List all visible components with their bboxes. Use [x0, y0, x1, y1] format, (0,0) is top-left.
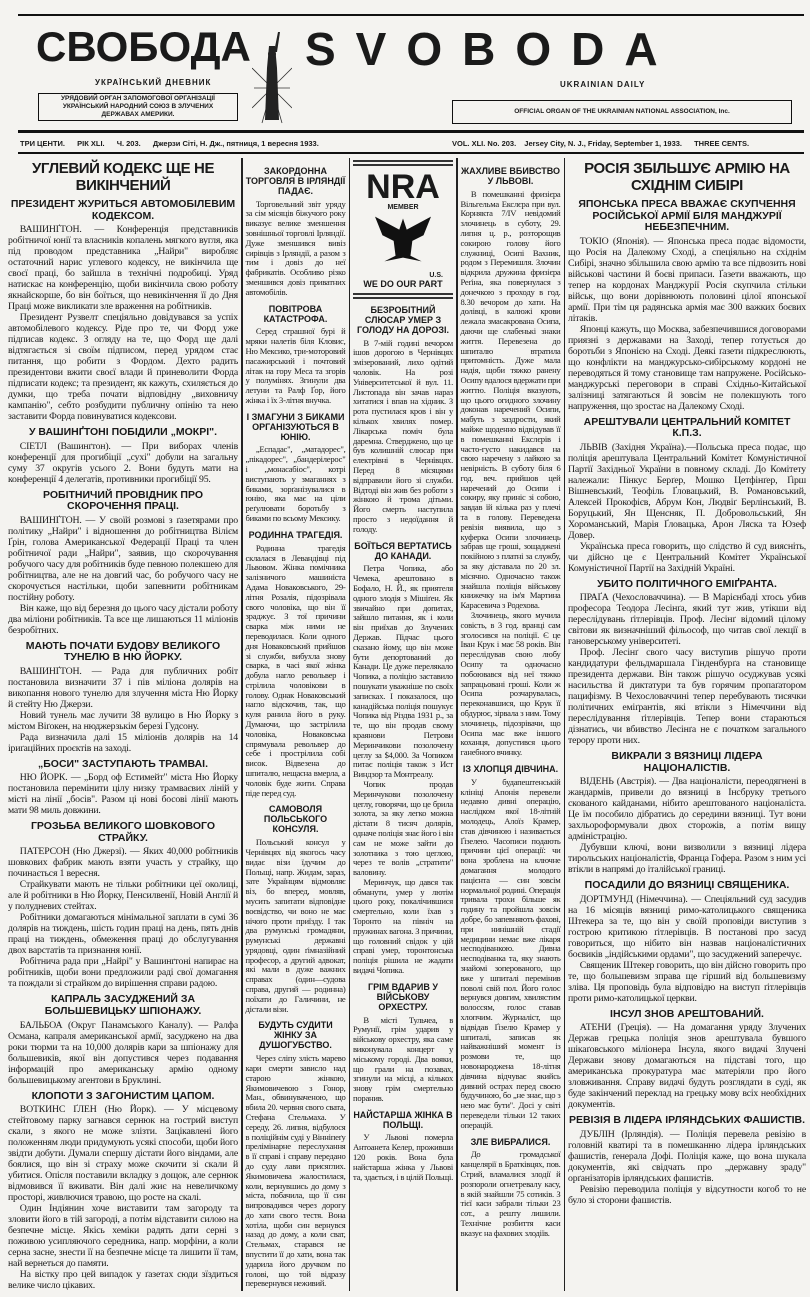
- column-1: [8, 158, 238, 1291]
- article-paragraph: ВОТКИНС ҐЛЕН (Ню Йорк). — У місцевому стейтовому парку загнався сернюк на гострий виступ скали, з якого не може злізти. Зацікавлені його положенням люди придумують усякі способи, щоби його звідти добути. Думали спершу дістати його віндами, але боялися, що він зі страху може скочити зі скали й убитися. Опісля поставили вкладку з дощок, але сернюк відмовився її вживати. Він далі жиє на невеличкому просторі, живлючися травою, що росте на скалі.: [8, 1104, 238, 1204]
- columns-area: [8, 0, 806, 1297]
- article-headline: БЕЗРОБІТНИЙ СЛЮСАР УМЕР З ГОЛОДУ НА ДОРОЗІ.: [356, 305, 449, 335]
- article: [246, 531, 346, 799]
- article: [353, 1111, 453, 1183]
- article-paragraph: Священик Штекер говорить, що він дійсно говорить про те, що большевизм зправа ще гірший від большевизму зліва. Ця проповідь була відповідю на виступ ґітлерівців проти римо-католицької церкви.: [568, 959, 806, 1004]
- article-subheadline: ЯПОНСЬКА ПРЕСА ВВАЖАЄ СКУПЧЕННЯ РОСІЙСЬКОЇ АРМІЇ БІЛЯ МАНДЖУРІЇ НЕБЕЗПЕЧНИМ.: [578, 198, 796, 234]
- article-headline: РЕВІЗІЯ В ЛІДЕРА ІРЛЯНДСЬКИХ ФАШИСТІВ.: [568, 1114, 806, 1127]
- article-paragraph: У Львові померла Антоанета Келер, проживши 120 років. Вона була найстарша жінка у Львові та, здається, і в цілій Польщі.: [353, 1132, 453, 1182]
- article-headline: КАПРАЛЬ ЗАСУДЖЕНИЙ ЗА БОЛЬШЕВИЦЬКУ ШПІОНАЖУ.: [44, 993, 202, 1018]
- article-paragraph: СІЕТЛ (Вашинґтон). — При виборах членів конференції для прогибіції „сухі" добули на загальну суму 37 округів усього 2. Вони будуть мати на конференції 4 делегатів, противники прогибіції 95.: [8, 440, 238, 485]
- official-organ-box-ukrainian: УРЯДОВИЙ ОРГАН ЗАПОМОГОВОЇ ОРГАНІЗАЦІЇ УКРАЇНСЬКИЙ НАРОДНИЙ СОЮЗ В ЗЛУЧЕНИХ ДЕРЖАВАХ АМЕРИКИ.: [38, 93, 238, 121]
- article-paragraph: ПРАҐА (Чехословаччина). — В Марієнбаді хтось убив професора Теодора Лесінґа, який тут жив, утікши від переслідувань ґітлерівців. Проф. Лесінґ відомий цілому світови як визначніший фільософ, що читав свої лекції в гановерському університеті.: [568, 592, 806, 648]
- article-headline: У ВАШИНҐТОНІ ПОБІДИЛИ „МОКРІ".: [28, 426, 218, 439]
- nra-emblem: [353, 160, 453, 299]
- article-paragraph: Один Індіянин хоче виставити там загороду та зловити його в тій загороді, а потім відставити силою на безпечне місце. Якісь хеміки радять дати серні з поживою усипляючого середника, напр. морфіни, а коли серна засне, знести її на безпечне місце та лишити її там, най вернеться до памяти.: [8, 1203, 238, 1270]
- article-paragraph: До громадської канцелярії в Братківцях, пов. Стрий, вламалися злодії й розпороли огнетревалу касу, в якій знайшли 75 сотиків. З тієї каси забрали тільки 23 сот., а решту лишили. Технічне розбиття каси вказує на фахових злодіїв.: [460, 1149, 561, 1238]
- article-headline: ЗЛЕ ВИБРАЛИСЯ.: [470, 1136, 551, 1147]
- article-headline: РОБІТНИЧИЙ ПРОВІДНИК ПРО СКОРОЧЕННЯ ПРАЦІ.: [42, 488, 204, 513]
- date-english: Jersey City, N. J., Friday, September 1, 1933.: [524, 139, 682, 148]
- article-headline: ВИКРАЛИ З ВЯЗНИЦІ ЛІДЕРА НАЦІОНАЛІСТІВ.: [611, 750, 763, 774]
- article: [353, 306, 453, 535]
- article-paragraph: Проф. Лесінґ свого часу виступив рішучо проти кандидатури фельдмаршала Гінденбурґа на становище президента держави. Він також рішучо осуджував усякі насильства й диктатури та був горячим пропаґатором пацифізму. В Чехословаччині тепер перебувають тисячки політичних еміґрантів, які втікли з Німеччини від переслідування ґітлерівців. Тепер вони стараються дізнатись, чи вбивство Лесінґа не є початком загального терору проти них.: [568, 647, 806, 747]
- article-headline: ГРОЗЬБА ВЕЛИКОГО ШОВКОВОГО СТРАЙКУ.: [30, 820, 216, 844]
- article-paragraph: НЮ ЙОРК. — „Борд оф Естимейт" міста Ню Йорку постановила перемінити цілу низку трамваєвих ліній у місті на лінії „босів". Разом ці нові босові лінії мають мати 98 миль довжини.: [8, 772, 238, 817]
- article-headline: САМОВОЛЯ ПОЛЬСЬКОГО КОНСУЛЯ.: [263, 804, 328, 835]
- article: [246, 1021, 346, 1289]
- article-headline: ГРІМ ВДАРИВ У ВІЙСЬКОВУ ОРХЕСТРУ.: [368, 981, 438, 1012]
- article-paragraph: Петра Чопика, або Чемека, арештовано в Бофало, Н. Й., як приятеля одного злодія з Мішіґен. Як звичайно при допитах, зайшло питання, як і коли він приїхав до Злучених Держав. Підчас цього сказано йому, що він може бути депортований до Канади. Це дуже перелякало Чопика, а поліцію заставило пошукати уважніше по своїх записках. І показалося, що канадійська поліція пошукує Чопика від Різдва 1931 р., за те, що він продав свому краянови Петрови Меринчикови позолочену цеглу за $4,000. За Чопиком питає поліція також з Ист Виндзор та Монтреалу.: [353, 563, 453, 780]
- article-paragraph: Японці кажуть, що Москва, забезпечившися договорами приязні з державами на Заході, тепер готується до боротьби з Японією на Сході. Деякі ґазети підкреслюють, що конфлікти на манджурсько-сибірському кордоні не переводяться й тому становище там напружене. Російсько-манджурські переговори в справі Східньо-Китайської залізниці затягаються й зовсім не полекшують того напруження, що зростає на Далекому Сході.: [568, 323, 806, 412]
- article-paragraph: Серед страшної бурі й мряки налетів біля Кловис, Ню Мексико, три-моторовий пасажирський і почтовий літак на гору Меса та згорів у полумінях. Згинули два летуни та Ралф Ґор, його жінка і їх 3-літня внучка.: [245, 326, 346, 405]
- article-paragraph: ДУБЛІН (Ірляндія). — Поліція перевела ревізію в головній кватирі та в помешканню лідера ірляндських фашистів, ґенерала Дофі. Поліція каже, що вона шукала документів, які свідчать про „державну зраду" орґанізаторів ірляндських фашистів.: [568, 1129, 806, 1185]
- article-paragraph: Через сліпу злість марево кари смерти зависло над старою жінкою, Якимовичевою з Гонор, Ман., обвинуваченою, що вбила 20. червня свого свата, Стефана Стельмаха. У середу, 26. липня, відбулося в поліційнім суді у Вінніпеґу прелімінарне переслухання в її справі і справу передано до суду лави присяглих. Якимовичева жалостилася, коли, вернувшись до дому з міста, побачила, що її син випровадився через дорогу до хати свого тестя. Вона хотіла, щоби син вернувся назад до дому, а коли сват, Стельмах, старався не впустити її до хати, вона так ударила його дручком по голові, що той відразу перевернувся неживий.: [245, 1053, 346, 1289]
- article-headline: КЛОПОТИ З ЗАГОНИСТИМ ЦАПОМ.: [31, 1089, 215, 1102]
- article-paragraph: ВАШИНҐТОН. — У своїй розмові з ґазетярами про політику „Найри" і відношення до робітництва Вілієм Ґрін, голова Американської Федерації Праці та член робітничої ради „Найри", заявив, що скорочування робучого часу для робітників буде певною полекшею для робітництва, але не на довгий час, бо робучого часу не скорочується настільки, щоби запевнити робітникам постійну роботу.: [8, 514, 238, 603]
- article: [8, 821, 238, 989]
- article-paragraph: АТЕНИ (Греція). — На домагання уряду Злучених Держав грецька поліція знов арештувала бувшого шікаґовського міліонера Інсула, якого видачі Злучені Держави знову домагаються на підставі того, що американська прокуратура має матеріяли про його зловживання. Справу видачі будуть розглядати в суді, як буде закінчений переклад на грецьку мову всіх необхідних документів.: [568, 1022, 806, 1111]
- article: [246, 305, 346, 406]
- article-paragraph: В помешканні фризієра Вільгельма Екслєра при вул. Корнякта 7/IV невідомий злочинець в суботу, 29. липня ц. р., розторощив сокирою голову його служниці, Осипі Вахник, родом з Перемишля. Злочин відкрила дружина фризієра Реґіна, яка повернулася з донечкою з проходу в год. 8.30 вечором до хати. На долівці, в калюжі крови лежала змасакрована Осипа, даючи ще слабенькі знаки життя. Перевезена до шпиталю втратила притомність. Дуже мала надія, щоби тяжко ранену Осипу вдалося вдержати при життю. Поліція вказують, що цього огидного злочину доконав наречений Осипи, мабуть з заздрости, який майже щоденно відвідував її в помешканні Екслєрів і часто-густо накидався на свою наречену з лайкою за невірність. В суботу біля 6 год. веч. прийшов цей наречений до Осипи і сокиру, яку приніс зі собою, завдав їй кілька раз у плечі та в голову. Переведена ревізія виявила, що з куферка Осипи злочинець забрав ще гроші, зощаджені покійною з платні за службу, за яку діставала по 20 зл. місячно. Одночасно також знайшла поліція військову книжечку на ім'я Мартина Карасевича з Родехова.: [460, 188, 561, 611]
- eagle-icon: [353, 211, 453, 272]
- article: [246, 413, 346, 524]
- article-paragraph: Він каже, що від березня до цього часу дістали роботу два міліони робітників. Та все ще лишаються 11 міліонів безробітних.: [8, 602, 238, 636]
- column-4: [461, 158, 561, 1291]
- article-paragraph: „Еспадас", „матадорес", „пікадорес", „бандерілерос" і „монасабіос", котрі виступають у змаганнях з биками, зорґанізувалися в юнію, яка має на ціли реґулювати боротьбу з биками по всьому Мексику.: [245, 444, 346, 524]
- article-headline: ЗАКОРДОННА ТОРГОВЛЯ В ІРЛЯНДІЇ ПАДАЄ.: [245, 166, 346, 196]
- nra-motto: WE DO OUR PART: [363, 279, 443, 289]
- article-paragraph: Новий тунель має лучити 38 вулицю в Ню Йорку з містом Віґокен, на нюджерзькім березі Гудсону.: [8, 709, 238, 732]
- price-ukrainian: ТРИ ЦЕНТИ.: [20, 139, 66, 148]
- article: [246, 805, 346, 1014]
- article-paragraph: Польський консул у Чернівцях від якогось часу видає візи їдучим до Польщі, напр. Жидам, зараз, зате Українцям відмовляє віз, бо вперед, мовляв, мусить запитати відповідне воєвідство, чи воно не має нічого проти приїзду. І так два румунські громадяни, румунські державні урядовці, один ґімназійний професор, а другий адвокат, які мали в дуже важних справах (один—судова справа, другий — родинна) поїхати до Галичини, не дістали візи.: [245, 837, 346, 1014]
- article: [8, 490, 238, 636]
- article-paragraph: Рада визначила далі 15 міліонів долярів на 14 іриґаційних проєктів на заході.: [8, 731, 238, 754]
- price-english: THREE CENTS.: [694, 139, 750, 148]
- article-paragraph: В місті Тульчеа, в Румунії, грім ударив у військову орхестру, яка саме виконувала концерт у міському городі. Два вояки, що грали на позавах, згинули на місці, а кількох знову грім смертельно поранив.: [353, 1014, 453, 1103]
- article-paragraph: В 7-мій годині вечором ішов дорогою в Чернівцях змізерований, лихо одітий чоловік. На розі Університетської й вул. 11. Листопада він зачав нараз хитатися і впав на хідник. З рота пустилася кров і він у кількох хвилях помер. Лікарська поміч була даремна. Стверджено, що це був колишній слюсар при електрівні в Чернівцях. Перед 8 місяцями відправили його зі служби. Відтоді він жив без роботи з жінкою й трома дітьми. Його смерть наступила просто з недоїдання й голоду.: [353, 337, 453, 534]
- article-headline: БОЇТЬСЯ ВЕРТАТИСЬ ДО КАНАДИ.: [354, 540, 452, 561]
- article-subheadline: ПРЕЗИДЕНТ ЖУРИТЬСЯ АВТОМОБІЛЕВИМ КОДЕКСОМ.: [10, 198, 236, 222]
- article-paragraph: ВАШИНҐТОН. — Рада для публичних робіт постановила визначити 37 і пів міліона долярів на викопання нового тунелю для злучення міста Ню Йорку й стейту Ню Джерзи.: [8, 665, 238, 710]
- article-headline: ПОВІТРОВА КАТАСТРОФА.: [263, 303, 328, 324]
- article: [461, 765, 561, 1131]
- article-paragraph: Чопик продав Меринчукови позолочену цеглу, говорячи, що це брила золота, за яку легко можна дістати 8 тисяч долярів, одначе поліція знає його і він сам не може зайти до золотника з тою цеглою, через те волів „стратити" валовину.: [353, 778, 453, 878]
- article-paragraph: Торговельний звіт уряду за сім місяців біжучого року виказує велике зменшення зовнішньої торговлі Ірляндії. Дуже зменшився вивіз сирівців з Ірляндії, а разом з тим і довіз до неї фабрикатів. Особливо різко зменшився довіз приватних автомобілів.: [245, 198, 346, 297]
- article-headline: АРЕШТУВАЛИ ЦЕНТРАЛЬНИЙ КОМІТЕТ К.П.З.: [583, 415, 791, 440]
- column-2: [246, 158, 346, 1291]
- article-headline: РОСІЯ ЗБІЛЬШУЄ АРМІЮ НА СХІДНІМ СИБІРІ: [584, 160, 790, 194]
- article-paragraph: Робітники домагаються мінімальної заплати в сумі 36 долярів на тиждень, шість годин праці на день, пять днів праці на тиждень, обмеження праці до обслугування двох варстатів та признання юнії.: [8, 912, 238, 957]
- article-paragraph: Меринчук, що дався так обманути, умер у лютім цього року, покалічившися смертельно, коли їхав з Торонто на північ на пружинах вагона. З причини, що головний свідок у цій справі умер, торонтонська поліція рішила не жадати видачі Чопика.: [353, 876, 453, 976]
- article: [8, 641, 238, 754]
- masthead-title-ukrainian: СВОБОДА: [36, 23, 251, 70]
- article-paragraph: Робітнича рада при „Найрі" у Вашинґтоні напирає на робітників, щоби вони предложили раді свої домагання та пождали зі страйком до вирішення справи радою.: [8, 956, 238, 990]
- article-headline: НАЙСТАРША ЖІНКА В ПОЛЬЩІ.: [353, 1109, 453, 1130]
- date-ukrainian: Джерзи Сіті, Н. Дж., пятниця, 1 вересня 1933.: [152, 139, 319, 148]
- masthead-subtitle-ukrainian: УКРАЇНСЬКИЙ ДНЕВНИК: [95, 78, 212, 87]
- article-headline: „БОСИ" ЗАСТУПАЮТЬ ТРАМВАІ.: [37, 757, 209, 770]
- article: [8, 759, 238, 817]
- article-paragraph: Злочинець, якого мучила совість, в 3 год. вранці сам зголосився на поліції. Є це Іван Крук і має 58 років. Він переслідував свою любу Осипу та одночасно побоювався від неї тяжко запрацьовані гроші. Коли ж Осипа розчарувалась, переконавшися, що Крук її обдурює, зірвала з ним. Тому злочинець, підозрівачи, що Осипа має вже іншого коханця, допустився цього ганебного вчинку.: [460, 610, 561, 758]
- column-5: [568, 158, 806, 1291]
- article-headline: РОДИННА ТРАГЕДІЯ.: [248, 529, 343, 540]
- article-paragraph: ВАШИНҐТОН. — Конференція представників робітничої юнії та власників копалень мягкого вугля, яка під проводом представника „Найри" виробляє остаточний нарис углевого кодексу, не викінчила ще своєї праці, бо зайшла в технічні подробиці. Уряд натискає на конференцію, щоби викінчила свою роботу якнайскорше, бо він боїться, що невикінчення її до Дня Праці може викликати зле враження на робітників.: [8, 224, 238, 313]
- article-paragraph: ПАТЕРСОН (Ню Джерзі). — Яких 40,000 робітників шовкових фабрик мають взяти участь у страйку, що починається 1 вересня.: [8, 846, 238, 880]
- article: [568, 417, 806, 574]
- article-paragraph: ЛЬВІВ (Західня Україна).—Польська преса подає, що поліція арештувала Центральний Комітет Комуністичної Партії Західньої України в повному складі. До Комітету належали: Пінкус Берґер, Мошко Цетфінґер, Ґірш Вішневський, Теофіль Ґловацький, В. Романовський, Алексей Прокофієв, Абрум Кон, Людвіґ Берлінський, В. Боруцький, Ян Щенсняк, П. Добровольський, Ян Хороманський, Марія Ґловацька, Арон Ляска та Юзеф Довер.: [568, 441, 806, 541]
- official-organ-box-english: OFFICIAL ORGAN OF THE UKRAINIAN NATIONAL ASSOCIATION, Inc.: [452, 100, 792, 124]
- article-headline: ІНСУЛ ЗНОВ АРЕШТОВАНИЙ.: [610, 1007, 764, 1020]
- article-paragraph: ВІДЕНЬ (Австрія). — Два націоналісти, переодягнені в жандармів, привели до вязниці в Інсбруку третього скованого кайданами, нібито арештованого націоналіста. Це їм пособило дібратись до середини вязниці. Тут вони захльороформували двох сторожів, а потім вищу адміністрацію.: [568, 776, 806, 843]
- article: [353, 542, 453, 976]
- article: [353, 983, 453, 1104]
- volume-english: VOL. XLI. No. 203.: [452, 139, 517, 148]
- article: [8, 994, 238, 1085]
- article-headline: ІЗ ХЛОПЦЯ ДІВЧИНА.: [462, 764, 559, 774]
- year-ukrainian: РІК XLI.: [77, 139, 105, 148]
- article-headline: УГЛЕВИЙ КОДЕКС ЩЕ НЕ ВИКІНЧЕНИЙ: [31, 160, 215, 194]
- article: [8, 1091, 238, 1292]
- masthead-subtitle-english: UKRAINIAN DAILY: [560, 80, 646, 89]
- article-paragraph: Страйкувати мають не тільки робітники цеї околиці, але й робітники в Ню Йорку, Пенсилвенії, Новій Англії й у полудневих стейтах.: [8, 879, 238, 913]
- article-headline: БУДУТЬ СУДИТИ ЖІНКУ ЗА ДУШОГУБСТВО.: [258, 1020, 333, 1051]
- column-divider: [241, 158, 243, 1291]
- column-3: [353, 158, 453, 1291]
- article-headline: ЖАХЛИВЕ ВБИВСТВО У ЛЬВОВІ.: [460, 166, 561, 186]
- article: [568, 1009, 806, 1111]
- article-paragraph: У будапештенській клініці Апонія перевели недавно дивні операцію, наслідком якої 18-літній молодець, Алоїз Крамер, став дівчиною і називається Ґізелею. Часописи подають причини цієї операції: чи вона зроблена на ключне домагання молодого пацієнта — син зовсім нормальної родині. Операція тривала трохи більше як годину та пройшла зовсім добре, бо запевняють фахові, при нинішній стадії медицини немає вже лікаря несподіванкою. Дивна несподіванка та, яку знають знайомі зоперованого, що вже у шпиталі перемінив поволі свій пол. Його голос вернувся довгим, хвилястим волоссям, голос ставав хлопчим. Журналіст, що відвідав Ґізелю Крамер у шпиталі, записав як найважніший момент із розмови те, що новонароджена 18-літня дівчина відчуває якийсь дивний острах перед своєю будучиною, бо „не знає, що з нею має бути". Досі у світі переведели тільки 12 таких операцій.: [460, 776, 561, 1130]
- article-paragraph: На вістку про цей випадок у ґазетах сюди зїздиться велике число цікавих.: [8, 1269, 238, 1292]
- article-paragraph: Родинна трагедія склалася в Левандівці під Львовом. Жінка помічника залізничого машиніста Адама Новаковського, 29-літня Розалія, підозрівала свого чоловіка, що він її зраджує. З тої причини сварка між ними не переводилася. Коли одного дня Новаковський прийшов зі служби, вибухла знову сварка, в часі якої жінка добула нагло револьвер і стрілила чоловікови в голову. Однак Новаковський нагло відскочив, так, що куля ранила його в руку. Думаючи, що застрілила чоловіка, Новаковська спрямувала револьвер до себе і прострілила собі висок. Відвезена до шпиталю, нещасна вмерла, а чоловік буде жити. Справа піде перед суд.: [245, 542, 346, 798]
- issue-number-ukrainian: Ч. 203.: [116, 139, 141, 148]
- article-paragraph: Ревізію переводила поліція у відсутности когоб то не було зі сторони фашистів.: [568, 1184, 806, 1207]
- article: [8, 161, 238, 422]
- article: [8, 427, 238, 485]
- article: [568, 579, 806, 747]
- nra-us-label: U.S.: [429, 272, 443, 279]
- article-paragraph: ТОКІО (Японія). — Японська преса подає відомости, що Росія на Далекому Сході, а спеціяльно на східнім Сибірі, значно збільшила свою армію та все підвозить нові військові частини й боєві припаси. Ґазети вважають, що тепер на кордонах Манджурії Росія скупчила стільки військ, що вони дорівнюють половині цілої японської армії. При тім ця радянська армія має 300 важких боєвих літаків.: [568, 235, 806, 324]
- masthead-title-english: SVOBODA: [305, 23, 678, 75]
- column-divider: [349, 158, 351, 1291]
- article: [461, 1138, 561, 1239]
- article-paragraph: Президент Рузвелт спеціяльно довідувався за успіх автомобілевого кодексу. Ріде про те, чи Форд уже підписав кодекс. З огляду на те, що Форд ще далі відтягається зі своїм підписом, перед урядом стає питання, що робити з Фордом. Дехто радить президентови вжити своєї влади й приневолити Форда підписати кодекс; та президент, як кажуть, схиляється до думки, що треба почати відповідну „виховничу кампанію", себто розбудити публичну опінію та нею заставити Форда повинуватися кодексови.: [8, 312, 238, 423]
- article-paragraph: Українська преса говорить, що слідство й суд виясніть, чи дійсно це є Центральний Комітет Української Комуністичної Партії на Західній Україні.: [568, 540, 806, 574]
- article-headline: МАЮТЬ ПОЧАТИ БУДОВУ ВЕЛИКОГО ТУНЕЛЮ В НЮ ЙОРКУ.: [25, 639, 221, 664]
- article-headline: УБИТО ПОЛІТИЧНОГО ЕМІҐРАНТА.: [597, 577, 777, 590]
- article-headline: І ЗМАГУНИ З БИКАМИ ОРГАНІЗУЮТЬСЯ В ЮНІЮ.: [246, 411, 345, 442]
- article: [568, 1115, 806, 1206]
- column-divider: [564, 158, 566, 1291]
- article-paragraph: Дубувши ключі, вони визволили з вязниці лідера тирольських націоналістів, Франца Гофера. Разом з ним усі втікли в напрямі до італійської границі.: [568, 842, 806, 876]
- nra-title: NRA: [366, 168, 440, 206]
- article-paragraph: БАЛЬБОА (Округ Панамського Каналу). — Ралфа Османа, капраля американської армії, засуджено на два роки тюрми та на 10,000 долярів кари за шпіонажу для большевиків, якої він допустився через подавання інформацій про американську армію одному большевицькому агентови в Бруклині.: [8, 1019, 238, 1086]
- nra-member-label: MEMBER: [387, 204, 419, 211]
- article: [246, 167, 346, 298]
- article-headline: ПОСАДИЛИ ДО ВЯЗНИЦІ СВЯЩЕНИКА.: [584, 879, 790, 892]
- column-divider: [456, 158, 458, 1291]
- article: [568, 161, 806, 412]
- article: [461, 167, 561, 758]
- article: [568, 880, 806, 1004]
- article-paragraph: ДОРТМУНД (Німеччина). — Спеціяльний суд засудив на 16 місяців вязниці римо-католицького священика Штекера за те, що він у своїй проповіди виступив з гострою критикою ґітлерівців. В постанові про засуд говориться, що нібито він назвав націоналістичних боєвиків „індійськими ордами", що засуджений заперечує.: [568, 893, 806, 960]
- article: [568, 751, 806, 875]
